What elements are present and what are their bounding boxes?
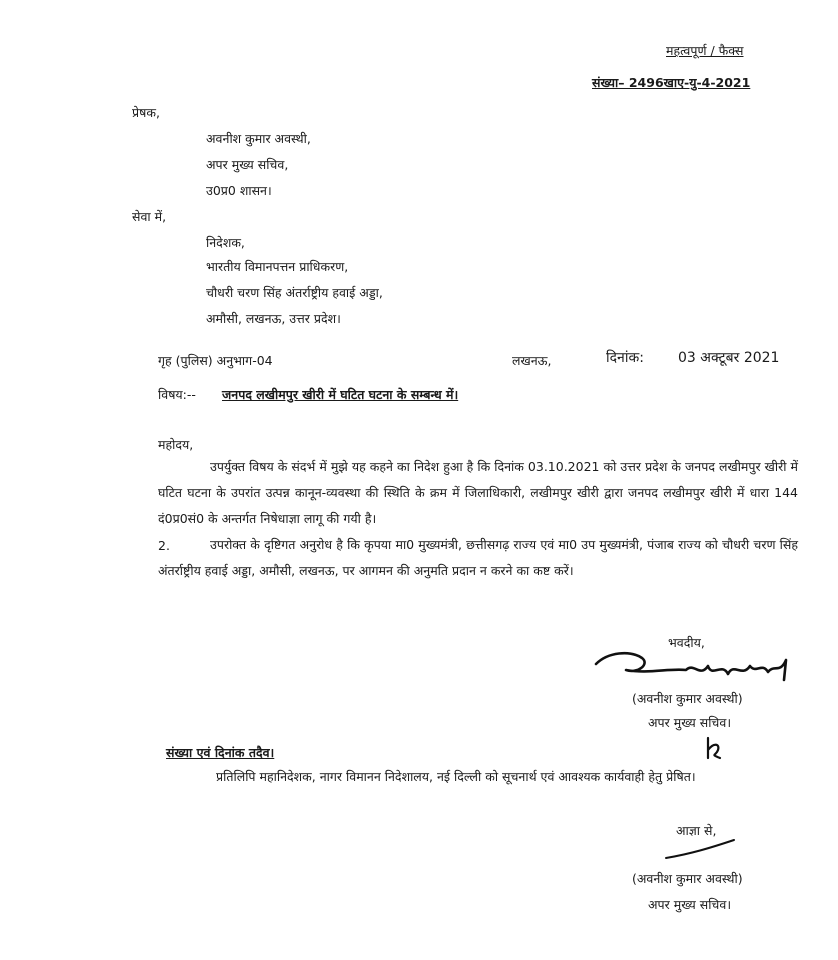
sender-label: प्रेषक, bbox=[132, 105, 160, 120]
recipient-line-3: चौधरी चरण सिंह अंतर्राष्ट्रीय हवाई अड्डा, bbox=[206, 285, 383, 300]
date-value: 03 अक्टूबर 2021 bbox=[678, 350, 780, 366]
handwritten-signature bbox=[590, 644, 800, 688]
order-text: आज्ञा से, bbox=[676, 823, 717, 838]
closing-text: भवदीय, bbox=[668, 635, 705, 650]
body-paragraph-2: उपरोक्त के दृष्टिगत अनुरोध है कि कृपया मा0 मुख्यमंत्री, छत्तीसगढ़ राज्य एवं मा0 उप मुख्यमंत्री, पंजाब राज्य को चौधरी चरण सिंह अंतर्राष्ट्रीय हवाई अड्डा, अमौसी, लखनऊ, पर आगमन की अनुमति प्रदान न करने का कष्ट करें। bbox=[158, 537, 798, 578]
subject-label: विषय:-- bbox=[158, 387, 196, 402]
sender-name: अवनीश कुमार अवस्थी, bbox=[206, 131, 311, 146]
paragraph-2-number: 2. bbox=[158, 538, 170, 553]
sender-office: उ0प्र0 शासन। bbox=[206, 183, 272, 198]
subject-text: जनपद लखीमपुर खीरी में घटित घटना के सम्बन्ध में। bbox=[222, 387, 459, 402]
recipient-line-2: भारतीय विमानपत्तन प्राधिकरण, bbox=[206, 259, 349, 274]
recipient-line-4: अमौसी, लखनऊ, उत्तर प्रदेश। bbox=[206, 311, 341, 326]
department-label: गृह (पुलिस) अनुभाग-04 bbox=[158, 353, 273, 368]
date-label: दिनांक: bbox=[606, 350, 644, 366]
order-signatory-name: (अवनीश कुमार अवस्थी) bbox=[632, 871, 743, 886]
signatory-designation: अपर मुख्य सचिव। bbox=[648, 715, 732, 730]
signatory-name: (अवनीश कुमार अवस्थी) bbox=[632, 691, 743, 706]
initials-mark bbox=[700, 736, 730, 762]
copy-heading: संख्या एवं दिनांक तदैव। bbox=[166, 745, 275, 760]
reference-number: संख्या– 2496खाए-यु-4-2021 bbox=[592, 75, 751, 90]
recipient-label: सेवा में, bbox=[132, 209, 167, 224]
body-paragraph-1: उपर्युक्त विषय के संदर्भ में मुझे यह कहने का निदेश हुआ है कि दिनांक 03.10.2021 को उत्तर प्रदेश के जनपद लखीमपुर खीरी में घटित घटना के उपरांत उत्पन्न कानून-व्यवस्था की स्थिति के क्रम में जिलाधिकारी, लखीमपुर खीरी द्वारा जनपद लखीमपुर खीरी में धारा 144 दं0प्र0सं0 के अन्तर्गत निषेधाज्ञा लागू की गयी है। bbox=[158, 459, 798, 526]
order-signatory-designation: अपर मुख्य सचिव। bbox=[648, 897, 732, 912]
place-label: लखनऊ, bbox=[512, 353, 552, 368]
sender-designation: अपर मुख्य सचिव, bbox=[206, 157, 289, 172]
copy-text: प्रतिलिपि महानिदेशक, नागर विमानन निदेशालय, नई दिल्ली को सूचनार्थ एवं आवश्यक कार्यवाही हेतु प्रेषित। bbox=[216, 769, 696, 784]
recipient-line-1: निदेशक, bbox=[206, 235, 245, 250]
short-signature-mark bbox=[660, 836, 740, 866]
classification-label: महत्वपूर्ण / फैक्स bbox=[666, 43, 744, 58]
salutation: महोदय, bbox=[158, 437, 194, 452]
